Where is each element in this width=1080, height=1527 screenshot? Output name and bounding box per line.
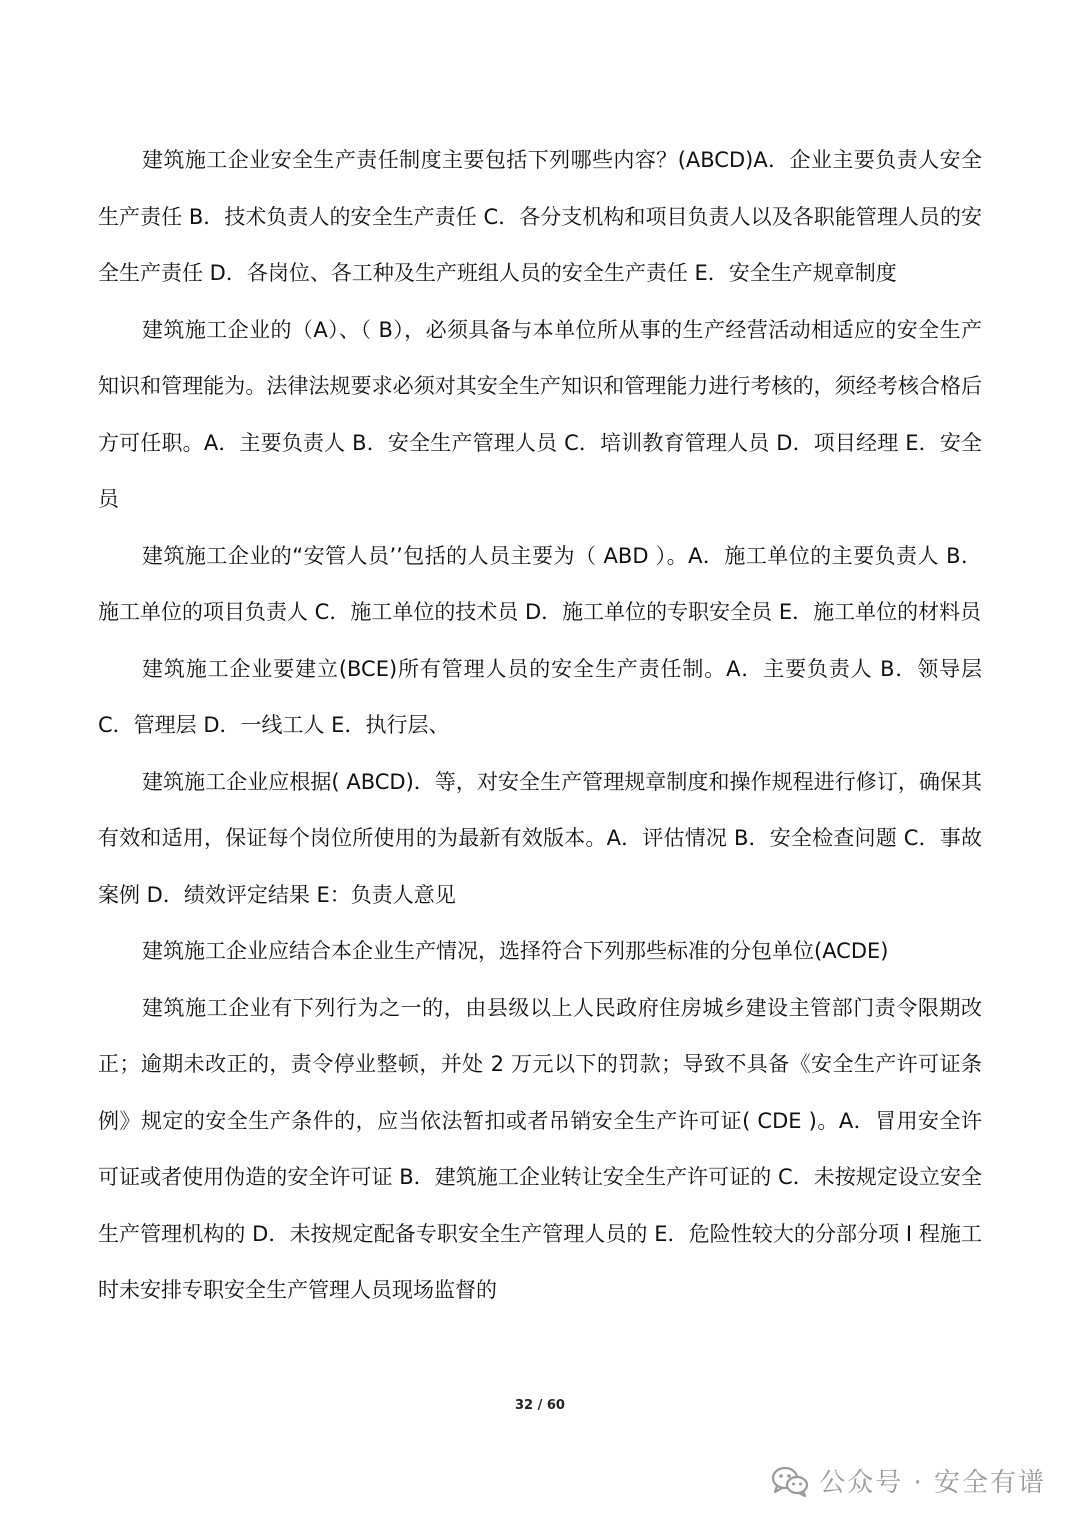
paragraph-4: 建筑施工企业要建立(BCE)所有管理人员的安全生产责任制。A．主要负责人 B．领导层 C．管理层 D．一线工人 E．执行层、 (98, 656, 982, 737)
paragraph-3: 建筑施工企业的“安管人员’’包括的人员主要为（ ABD ）。A．施工单位的主要负责人 B．施工单位的项目负责人 C．施工单位的技术员 D．施工单位的专职安全员 E．施工单位的材料员 (98, 543, 982, 624)
document-body (98, 132, 982, 1319)
page-number: 32 / 60 (515, 1398, 565, 1413)
paragraph-2: 建筑施工企业的（A）、（ B），必须具备与本单位所从事的生产经营活动相适应的安全生产知识和管理能为。法律法规要求必须对其安全生产知识和管理能力进行考核的，须经考核合格后方可任职。A．主要负责人 B．安全生产管理人员 C．培训教育管理人员 D．项目经理 E．安全员 (98, 317, 982, 511)
paragraph-5: 建筑施工企业应根据( ABCD)．等，对安全生产管理规章制度和操作规程进行修订，确保其有效和适用，保证每个岗位所使用的为最新有效版本。A．评估情况 B．安全检查问题 C．事故案例 D．绩效评定结果 E：负责人意见 (98, 769, 982, 907)
paragraph-7: 建筑施工企业有下列行为之一的，由县级以上人民政府住房城乡建设主管部门责令限期改正；逾期未改正的，责令停业整顿，并处 2 万元以下的罚款；导致不具备《安全生产许可证条例》规定的安全生产条件的，应当依法暂扣或者吊销安全生产许可证( CDE )。A．冒用安全许可证或者使用伪造的安全许可证 B．建筑施工企业转让安全生产许可证的 C．未按规定设立安全生产管理机构的 D．未按规定配备专职安全生产管理人员的 E．危险性较大的分部分项 I 程施工时未安排专职安全生产管理人员现场监督的 (98, 995, 982, 1302)
watermark-text: 公众号 · 安全有谱 (819, 1468, 1046, 1498)
paragraph-1: 建筑施工企业安全生产责任制度主要包括下列哪些内容？(ABCD)A．企业主要负责人安全生产责任 B．技术负责人的安全生产责任 C．各分支机构和项目负责人以及各职能管理人员的安全生产责任 D．各岗位、各工种及生产班组人员的安全生产责任 E．安全生产规章制度 (98, 148, 982, 285)
wechat-icon (771, 1465, 809, 1497)
paragraph-6: 建筑施工企业应结合本企业生产情况，选择符合下列那些标准的分包单位(ACDE) (142, 939, 889, 963)
watermark (771, 1462, 1046, 1499)
